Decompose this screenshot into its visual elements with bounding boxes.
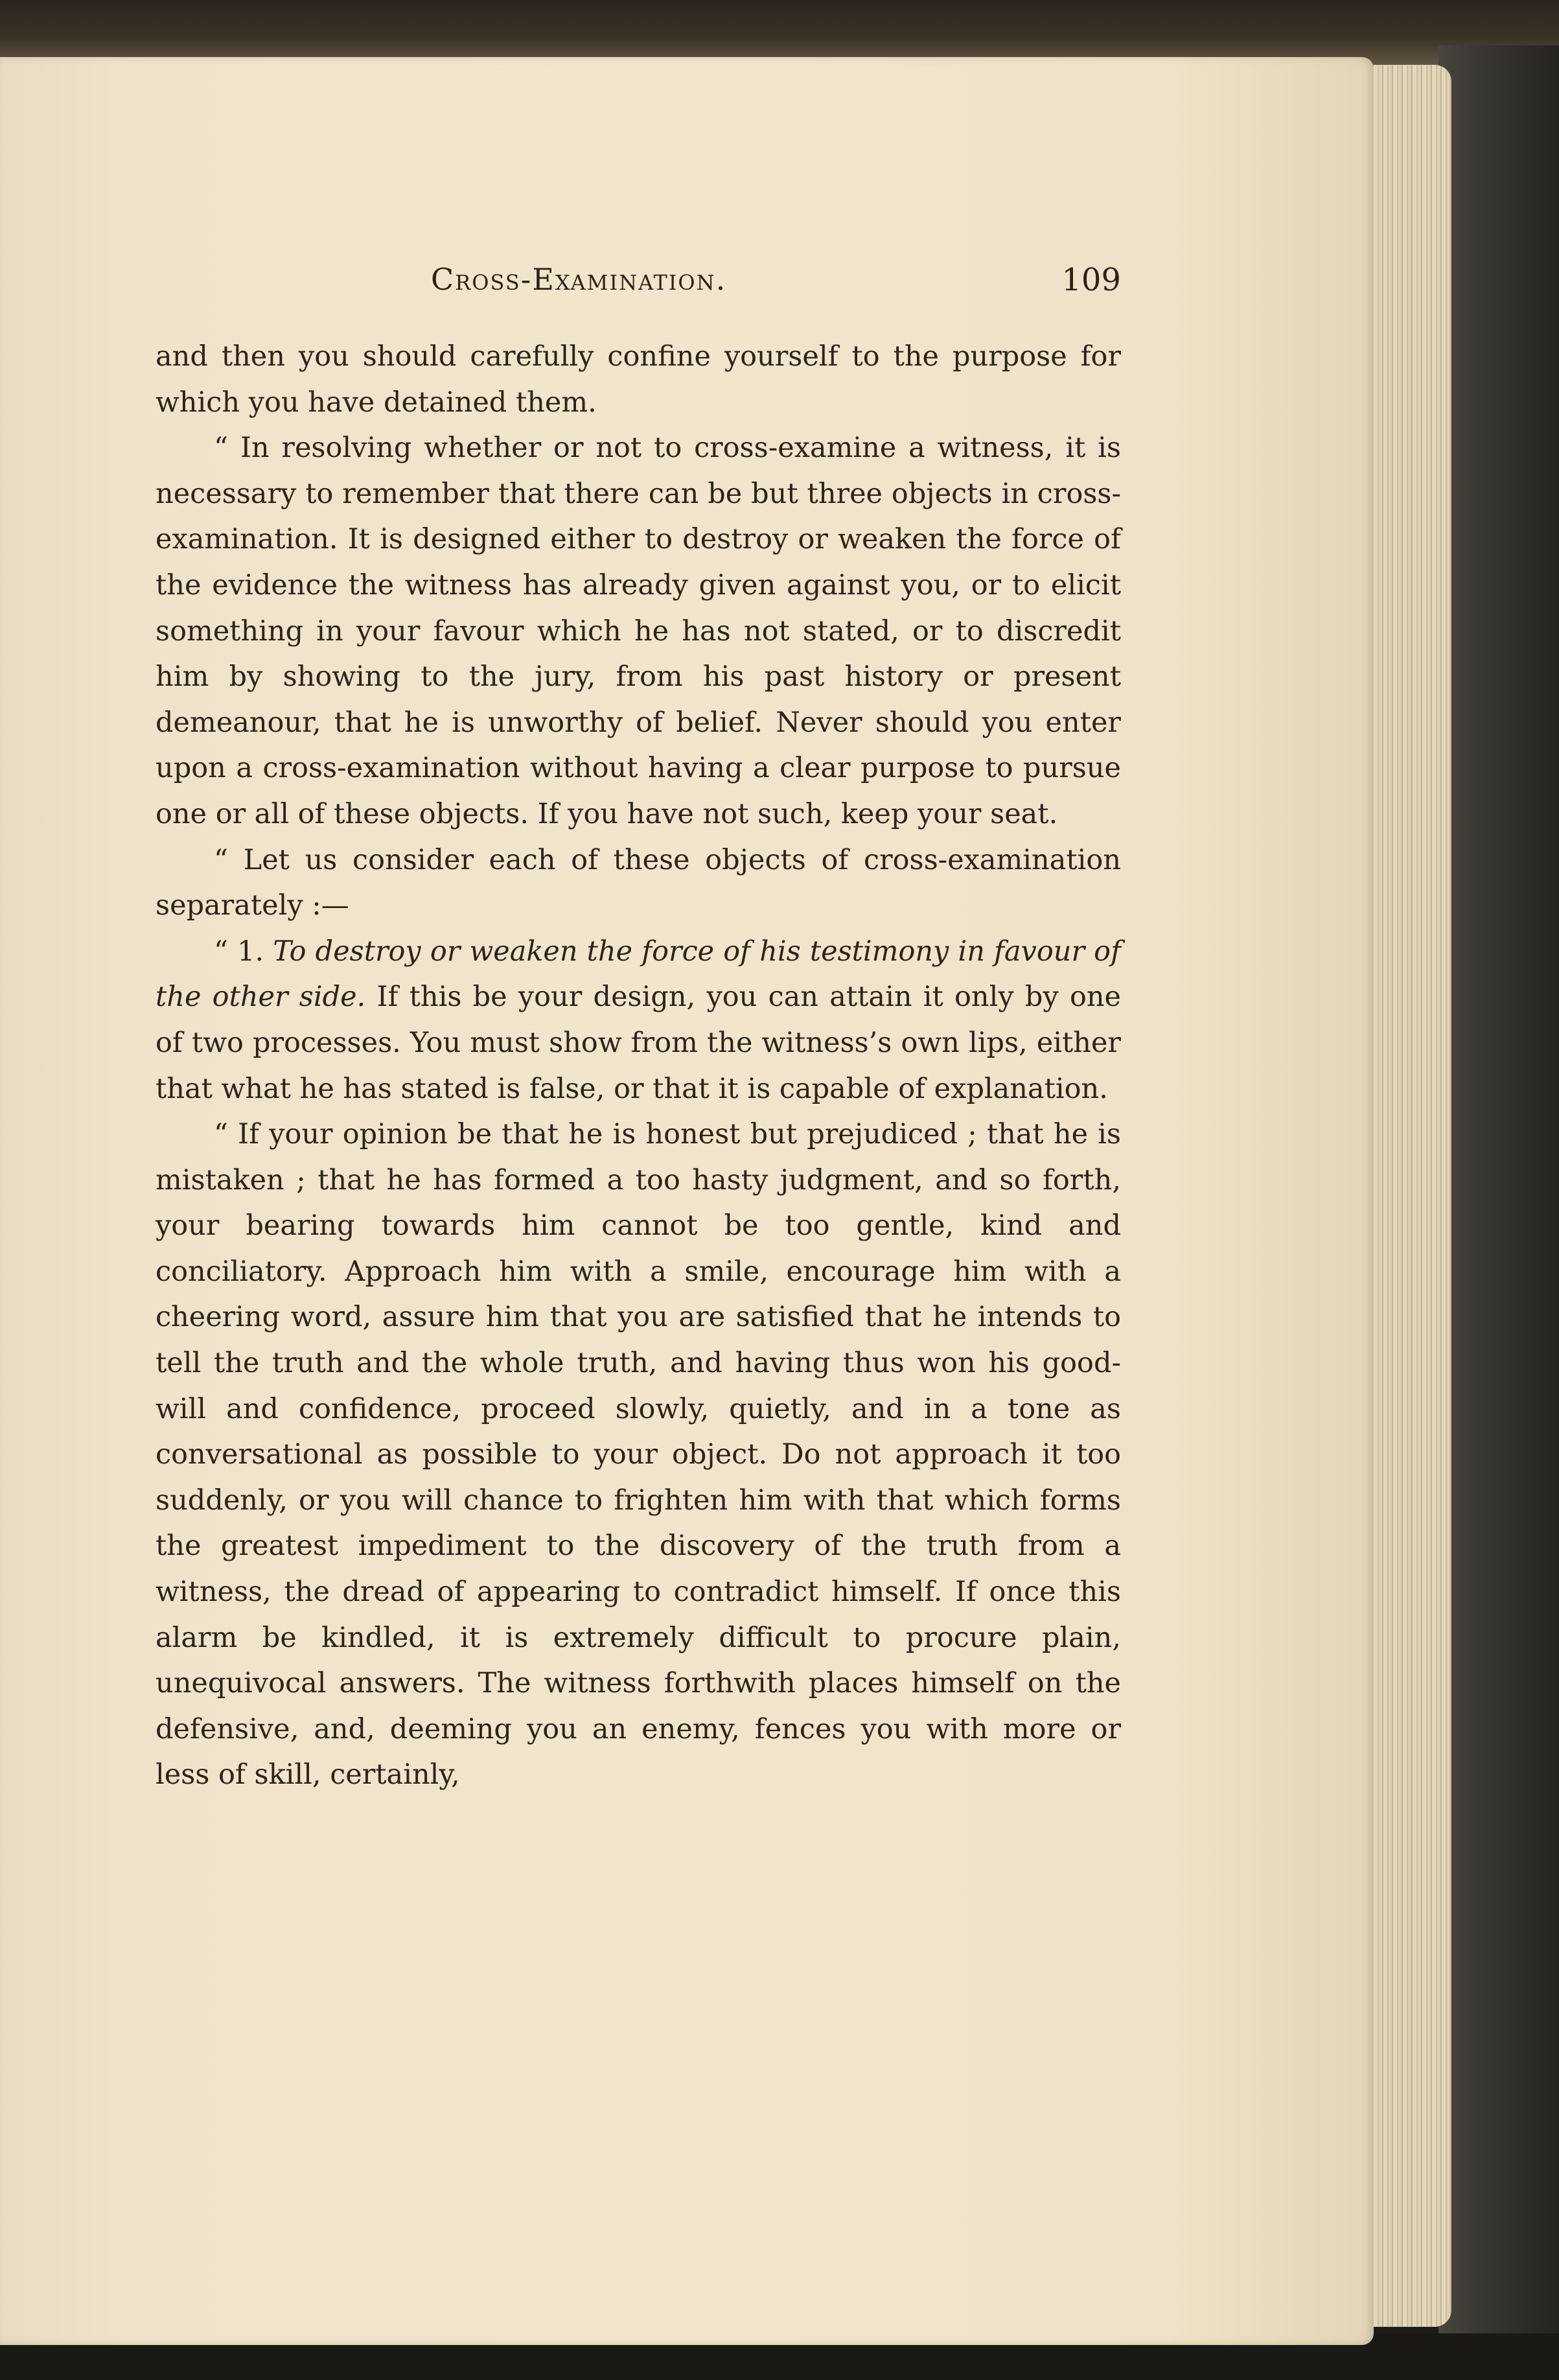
- body-text: [156, 334, 1121, 1798]
- running-head: Cross-Examination.: [431, 262, 727, 297]
- paragraph: “ Let us consider each of these objects of cross-examination separately :—: [156, 843, 1121, 922]
- paragraph-text: If this be your design, you can attain it only by one of two processes. You must show from the witness’s own lips, either that what he has stated is false, or that it is capable of explanation.: [156, 981, 1121, 1105]
- paragraph: “ If your opinion be that he is honest but prejudiced ; that he is mistaken ; that he has formed a too hasty judgment, and so forth, your bearing towards him cannot be too gentle, kind and conciliatory. Approach him with a smile, encourage him with a cheering word, assure him that you are satisfied that he intends to tell the truth and the whole truth, and having thus won his good-will and confidence, proceed slowly, quietly, and in a tone as conversational as possible to your object. Do not approach it too suddenly, or you will chance to frighten him with that which forms the greatest impediment to the discovery of the truth from a witness, the dread of appearing to contradict himself. If once this alarm be kindled, it is extremely difficult to procure plain, unequivocal answers. The witness forthwith places himself on the defensive, and, deeming you an enemy, fences you with more or less of skill, certainly,: [156, 1118, 1121, 1791]
- paragraph-lead: “ 1.: [214, 935, 273, 968]
- page-header: [156, 262, 1121, 314]
- book-cover-right: [1438, 45, 1559, 2380]
- paragraph: “ In resolving whether or not to cross-examine a witness, it is necessary to remember that there can be but three objects in cross-examination. It is designed either to destroy or weaken the force of the evidence the witness has already given against you, or to elicit something in your favour which he has not stated, or to discredit him by showing to the jury, from his past history or present demeanour, that he is unworthy of belief. Never should you enter upon a cross-examination without having a clear purpose to pursue one or all of these objects. If you have not such, keep your seat.: [156, 432, 1121, 830]
- italic-heading: To destroy or weaken the force of his testimony in favour of the other side.: [156, 935, 1121, 1014]
- paragraph: and then you should carefully confine yourself to the purpose for which you have detained them.: [156, 340, 1121, 419]
- paragraph: [156, 929, 1121, 1112]
- page-number: 109: [1061, 262, 1121, 298]
